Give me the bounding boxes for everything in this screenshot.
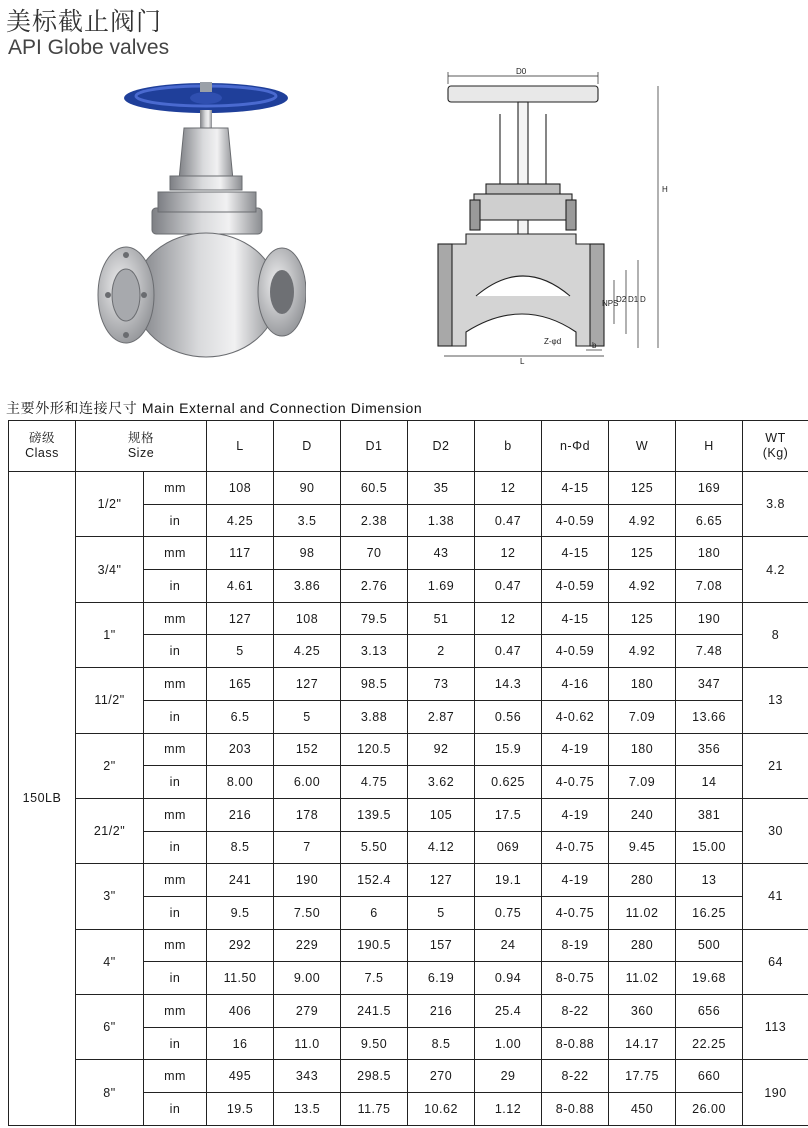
value-cell: 180 — [609, 668, 676, 701]
weight-cell: 3.8 — [743, 472, 808, 537]
value-cell: 7.5 — [341, 962, 408, 995]
value-cell: 79.5 — [341, 602, 408, 635]
value-cell: 73 — [408, 668, 475, 701]
value-cell: 7.48 — [676, 635, 743, 668]
value-cell: 500 — [676, 929, 743, 962]
header-col: D — [274, 421, 341, 472]
unit-cell-in: in — [144, 831, 207, 864]
value-cell: 9.45 — [609, 831, 676, 864]
value-cell: 25.4 — [475, 995, 542, 1028]
dim-label-h: H — [662, 185, 668, 194]
value-cell: 216 — [408, 995, 475, 1028]
value-cell: 0.56 — [475, 700, 542, 733]
dim-label-l: L — [520, 357, 525, 366]
table-row — [9, 472, 808, 505]
value-cell: 51 — [408, 602, 475, 635]
value-cell: 190.5 — [341, 929, 408, 962]
value-cell: 3.5 — [274, 504, 341, 537]
value-cell: 152 — [274, 733, 341, 766]
value-cell: 17.5 — [475, 798, 542, 831]
value-cell: 15.00 — [676, 831, 743, 864]
value-cell: 19.68 — [676, 962, 743, 995]
value-cell: 105 — [408, 798, 475, 831]
value-cell: 7.50 — [274, 896, 341, 929]
table-body — [9, 472, 808, 1126]
header-class — [9, 421, 76, 472]
size-cell: 3/4" — [76, 537, 144, 602]
header-col: D2 — [408, 421, 475, 472]
weight-cell: 21 — [743, 733, 808, 798]
value-cell: 229 — [274, 929, 341, 962]
unit-cell-mm: mm — [144, 864, 207, 897]
value-cell: 4.25 — [207, 504, 274, 537]
value-cell: 8.00 — [207, 766, 274, 799]
value-cell: 7 — [274, 831, 341, 864]
header-size-en: Size — [127, 446, 155, 460]
unit-cell-in: in — [144, 1027, 207, 1060]
value-cell: 6.5 — [207, 700, 274, 733]
value-cell: 24 — [475, 929, 542, 962]
value-cell: 43 — [408, 537, 475, 570]
value-cell: 3.86 — [274, 570, 341, 603]
value-cell: 4-15 — [542, 537, 609, 570]
weight-cell: 64 — [743, 929, 808, 994]
value-cell: 92 — [408, 733, 475, 766]
value-cell: 22.25 — [676, 1027, 743, 1060]
value-cell: 4-15 — [542, 472, 609, 505]
value-cell: 8-0.88 — [542, 1093, 609, 1126]
header-wt-line2: (Kg) — [762, 446, 789, 460]
value-cell: 35 — [408, 472, 475, 505]
value-cell: 11.0 — [274, 1027, 341, 1060]
value-cell: 241.5 — [341, 995, 408, 1028]
value-cell: 152.4 — [341, 864, 408, 897]
value-cell: 165 — [207, 668, 274, 701]
value-cell: 7.09 — [609, 700, 676, 733]
header-wt-line1: WT — [765, 431, 786, 445]
value-cell: 4-0.59 — [542, 570, 609, 603]
unit-cell-in: in — [144, 504, 207, 537]
value-cell: 14 — [676, 766, 743, 799]
value-cell: 2 — [408, 635, 475, 668]
table-row — [9, 602, 808, 635]
header-size — [76, 421, 207, 472]
unit-cell-in: in — [144, 570, 207, 603]
value-cell: 8-0.75 — [542, 962, 609, 995]
dim-label-d2: D2 — [616, 295, 627, 304]
size-cell: 8" — [76, 1060, 144, 1125]
value-cell: 4-0.62 — [542, 700, 609, 733]
value-cell: 127 — [408, 864, 475, 897]
value-cell: 6.00 — [274, 766, 341, 799]
value-cell: 1.69 — [408, 570, 475, 603]
value-cell: 11.02 — [609, 896, 676, 929]
dim-label-d: D — [640, 295, 646, 304]
value-cell: 0.94 — [475, 962, 542, 995]
value-cell: 656 — [676, 995, 743, 1028]
value-cell: 495 — [207, 1060, 274, 1093]
table-row — [9, 798, 808, 831]
value-cell: 5 — [408, 896, 475, 929]
value-cell: 14.3 — [475, 668, 542, 701]
value-cell: 1.38 — [408, 504, 475, 537]
table-row — [9, 995, 808, 1028]
value-cell: 12 — [475, 472, 542, 505]
value-cell: 98 — [274, 537, 341, 570]
value-cell: 125 — [609, 602, 676, 635]
table-row — [9, 668, 808, 701]
weight-cell: 30 — [743, 798, 808, 863]
value-cell: 203 — [207, 733, 274, 766]
value-cell: 13.5 — [274, 1093, 341, 1126]
header-size-cn: 规格 — [128, 431, 155, 445]
value-cell: 4.12 — [408, 831, 475, 864]
table-row — [9, 537, 808, 570]
value-cell: 5 — [274, 700, 341, 733]
unit-cell-mm: mm — [144, 602, 207, 635]
value-cell: 98.5 — [341, 668, 408, 701]
value-cell: 8-0.88 — [542, 1027, 609, 1060]
value-cell: 8.5 — [408, 1027, 475, 1060]
header-col: D1 — [341, 421, 408, 472]
value-cell: 298.5 — [341, 1060, 408, 1093]
value-cell: 3.88 — [341, 700, 408, 733]
value-cell: 13 — [676, 864, 743, 897]
value-cell: 347 — [676, 668, 743, 701]
value-cell: 7.09 — [609, 766, 676, 799]
value-cell: 4.92 — [609, 504, 676, 537]
size-cell: 1/2" — [76, 472, 144, 537]
value-cell: 7.08 — [676, 570, 743, 603]
value-cell: 180 — [609, 733, 676, 766]
value-cell: 279 — [274, 995, 341, 1028]
value-cell: 10.62 — [408, 1093, 475, 1126]
header-col: n-Φd — [542, 421, 609, 472]
value-cell: 0.625 — [475, 766, 542, 799]
value-cell: 108 — [274, 602, 341, 635]
unit-cell-mm: mm — [144, 798, 207, 831]
header-class-cn: 磅级 — [28, 431, 55, 445]
value-cell: 381 — [676, 798, 743, 831]
page-title-cn: 美标截止阀门 — [6, 8, 163, 36]
section-title: 主要外形和连接尺寸 Main External and Connection Dimension — [6, 400, 423, 416]
unit-cell-in: in — [144, 700, 207, 733]
unit-cell-mm: mm — [144, 929, 207, 962]
value-cell: 4.92 — [609, 635, 676, 668]
size-cell: 2" — [76, 733, 144, 798]
value-cell: 16 — [207, 1027, 274, 1060]
value-cell: 9.5 — [207, 896, 274, 929]
value-cell: 450 — [609, 1093, 676, 1126]
value-cell: 356 — [676, 733, 743, 766]
value-cell: 190 — [676, 602, 743, 635]
unit-cell-mm: mm — [144, 1060, 207, 1093]
value-cell: 343 — [274, 1060, 341, 1093]
table-header-row — [9, 421, 808, 472]
value-cell: 4-15 — [542, 602, 609, 635]
value-cell: 12 — [475, 602, 542, 635]
value-cell: 4-0.75 — [542, 766, 609, 799]
table-row — [9, 864, 808, 897]
value-cell: 4-0.75 — [542, 896, 609, 929]
value-cell: 2.87 — [408, 700, 475, 733]
value-cell: 60.5 — [341, 472, 408, 505]
value-cell: 127 — [274, 668, 341, 701]
value-cell: 17.75 — [609, 1060, 676, 1093]
unit-cell-mm: mm — [144, 995, 207, 1028]
value-cell: 6.65 — [676, 504, 743, 537]
value-cell: 5 — [207, 635, 274, 668]
table-row — [9, 1060, 808, 1093]
size-cell: 3" — [76, 864, 144, 929]
value-cell: 16.25 — [676, 896, 743, 929]
value-cell: 069 — [475, 831, 542, 864]
value-cell: 19.5 — [207, 1093, 274, 1126]
weight-cell: 13 — [743, 668, 808, 733]
size-cell: 1" — [76, 602, 144, 667]
value-cell: 8-22 — [542, 1060, 609, 1093]
value-cell: 241 — [207, 864, 274, 897]
value-cell: 360 — [609, 995, 676, 1028]
dim-label-d1: D1 — [628, 295, 639, 304]
value-cell: 120.5 — [341, 733, 408, 766]
value-cell: 157 — [408, 929, 475, 962]
value-cell: 12 — [475, 537, 542, 570]
dim-label-d0: D0 — [516, 67, 527, 76]
header-col: W — [609, 421, 676, 472]
unit-cell-in: in — [144, 896, 207, 929]
value-cell: 8-19 — [542, 929, 609, 962]
weight-cell: 4.2 — [743, 537, 808, 602]
value-cell: 1.12 — [475, 1093, 542, 1126]
value-cell: 11.02 — [609, 962, 676, 995]
value-cell: 15.9 — [475, 733, 542, 766]
dimension-table — [8, 420, 808, 1126]
value-cell: 4.61 — [207, 570, 274, 603]
weight-cell: 8 — [743, 602, 808, 667]
value-cell: 125 — [609, 537, 676, 570]
value-cell: 4-19 — [542, 798, 609, 831]
value-cell: 1.00 — [475, 1027, 542, 1060]
page-title-en: API Globe valves — [8, 36, 170, 59]
value-cell: 4-0.59 — [542, 504, 609, 537]
value-cell: 180 — [676, 537, 743, 570]
value-cell: 240 — [609, 798, 676, 831]
weight-cell: 190 — [743, 1060, 808, 1125]
value-cell: 216 — [207, 798, 274, 831]
value-cell: 90 — [274, 472, 341, 505]
globe-valve-photo — [96, 80, 306, 380]
unit-cell-mm: mm — [144, 472, 207, 505]
value-cell: 4-19 — [542, 864, 609, 897]
value-cell: 19.1 — [475, 864, 542, 897]
value-cell: 13.66 — [676, 700, 743, 733]
value-cell: 125 — [609, 472, 676, 505]
value-cell: 4.92 — [609, 570, 676, 603]
header-class-en: Class — [25, 446, 59, 460]
weight-cell: 41 — [743, 864, 808, 929]
class-cell: 150LB — [9, 472, 76, 1126]
value-cell: 8.5 — [207, 831, 274, 864]
value-cell: 292 — [207, 929, 274, 962]
unit-cell-in: in — [144, 1093, 207, 1126]
value-cell: 0.75 — [475, 896, 542, 929]
value-cell: 2.76 — [341, 570, 408, 603]
size-cell: 21/2" — [76, 798, 144, 863]
value-cell: 139.5 — [341, 798, 408, 831]
value-cell: 4-19 — [542, 733, 609, 766]
value-cell: 5.50 — [341, 831, 408, 864]
value-cell: 127 — [207, 602, 274, 635]
unit-cell-in: in — [144, 962, 207, 995]
value-cell: 406 — [207, 995, 274, 1028]
value-cell: 8-22 — [542, 995, 609, 1028]
unit-cell-in: in — [144, 635, 207, 668]
table-row — [9, 929, 808, 962]
table-row — [9, 733, 808, 766]
value-cell: 9.00 — [274, 962, 341, 995]
value-cell: 4-16 — [542, 668, 609, 701]
value-cell: 4.25 — [274, 635, 341, 668]
unit-cell-in: in — [144, 766, 207, 799]
header-col: L — [207, 421, 274, 472]
value-cell: 117 — [207, 537, 274, 570]
valve-section-drawing — [426, 66, 726, 366]
value-cell: 280 — [609, 864, 676, 897]
dim-label-z-phi-d: Z-φd — [544, 337, 562, 346]
value-cell: 29 — [475, 1060, 542, 1093]
value-cell: 3.13 — [341, 635, 408, 668]
value-cell: 11.75 — [341, 1093, 408, 1126]
value-cell: 108 — [207, 472, 274, 505]
header-wt — [743, 421, 808, 472]
dim-label-nps: NPS — [602, 299, 619, 308]
value-cell: 0.47 — [475, 570, 542, 603]
value-cell: 4-0.75 — [542, 831, 609, 864]
value-cell: 11.50 — [207, 962, 274, 995]
value-cell: 270 — [408, 1060, 475, 1093]
value-cell: 190 — [274, 864, 341, 897]
value-cell: 70 — [341, 537, 408, 570]
value-cell: 3.62 — [408, 766, 475, 799]
value-cell: 9.50 — [341, 1027, 408, 1060]
weight-cell: 113 — [743, 995, 808, 1060]
size-cell: 11/2" — [76, 668, 144, 733]
size-cell: 6" — [76, 995, 144, 1060]
header-col: H — [676, 421, 743, 472]
unit-cell-mm: mm — [144, 668, 207, 701]
value-cell: 660 — [676, 1060, 743, 1093]
value-cell: 178 — [274, 798, 341, 831]
header-col: b — [475, 421, 542, 472]
value-cell: 26.00 — [676, 1093, 743, 1126]
value-cell: 280 — [609, 929, 676, 962]
unit-cell-mm: mm — [144, 733, 207, 766]
value-cell: 0.47 — [475, 504, 542, 537]
unit-cell-mm: mm — [144, 537, 207, 570]
value-cell: 0.47 — [475, 635, 542, 668]
value-cell: 6.19 — [408, 962, 475, 995]
value-cell: 4.75 — [341, 766, 408, 799]
value-cell: 6 — [341, 896, 408, 929]
value-cell: 2.38 — [341, 504, 408, 537]
value-cell: 169 — [676, 472, 743, 505]
value-cell: 4-0.59 — [542, 635, 609, 668]
value-cell: 14.17 — [609, 1027, 676, 1060]
size-cell: 4" — [76, 929, 144, 994]
dim-label-b: b — [592, 341, 597, 350]
